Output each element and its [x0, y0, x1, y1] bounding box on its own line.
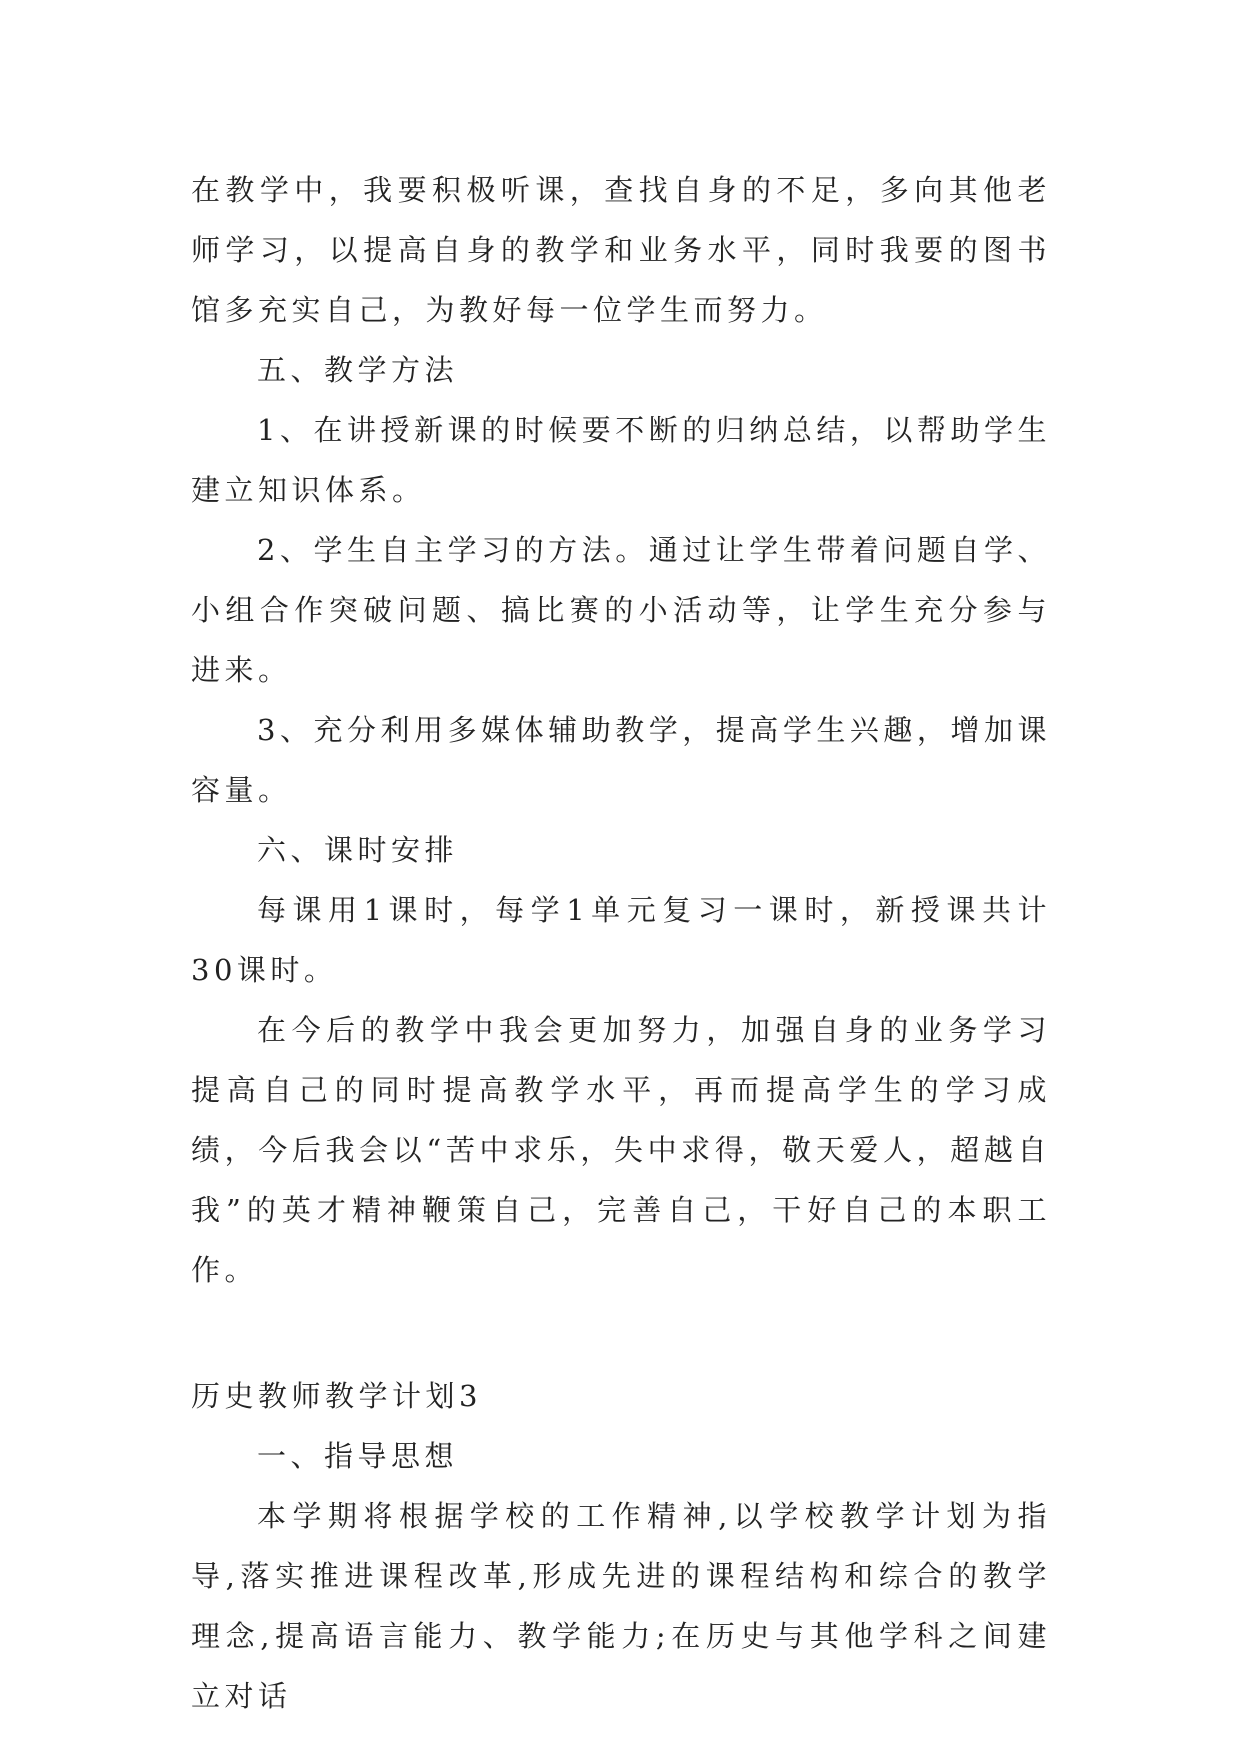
- heading-schedule: 六、课时安排: [257, 833, 459, 867]
- method-item-2: 2、学生自主学习的方法。通过让学生带着问题自学、小组合作突破问题、搞比赛的小活动等，让学生充分参与进来。: [191, 533, 1051, 687]
- paragraph-continued: 在教学中，我要积极听课，查找自身的不足，多向其他老师学习，以提高自身的教学和业务水平，同时我要的图书馆多充实自己，为教好每一位学生而努力。: [191, 173, 1051, 327]
- closing-paragraph: 在今后的教学中我会更加努力，加强自身的业务学习提高自己的同时提高教学水平，再而提高学生的学习成绩，今后我会以“苦中求乐，失中求得，敬天爱人，超越自我”的英才精神鞭策自己，完善自己，干好自己的本职工作。: [191, 1013, 1051, 1287]
- section-title: 历史教师教学计划3: [191, 1379, 482, 1413]
- schedule-paragraph: 每课用1课时，每学1单元复习一课时，新授课共计30课时。: [191, 893, 1051, 987]
- heading-teaching-methods: 五、教学方法: [257, 353, 459, 387]
- heading-guiding-ideology: 一、指导思想: [257, 1439, 459, 1473]
- document-body: [191, 160, 1051, 1726]
- guiding-ideology-paragraph: 本学期将根据学校的工作精神,以学校教学计划为指导,落实推进课程改革,形成先进的课程结构和综合的教学理念,提高语言能力、教学能力;在历史与其他学科之间建立对话: [191, 1499, 1051, 1713]
- method-item-3: 3、充分利用多媒体辅助教学，提高学生兴趣，增加课容量。: [191, 713, 1051, 807]
- method-item-1: 1、在讲授新课的时候要不断的归纳总结，以帮助学生建立知识体系。: [191, 413, 1051, 507]
